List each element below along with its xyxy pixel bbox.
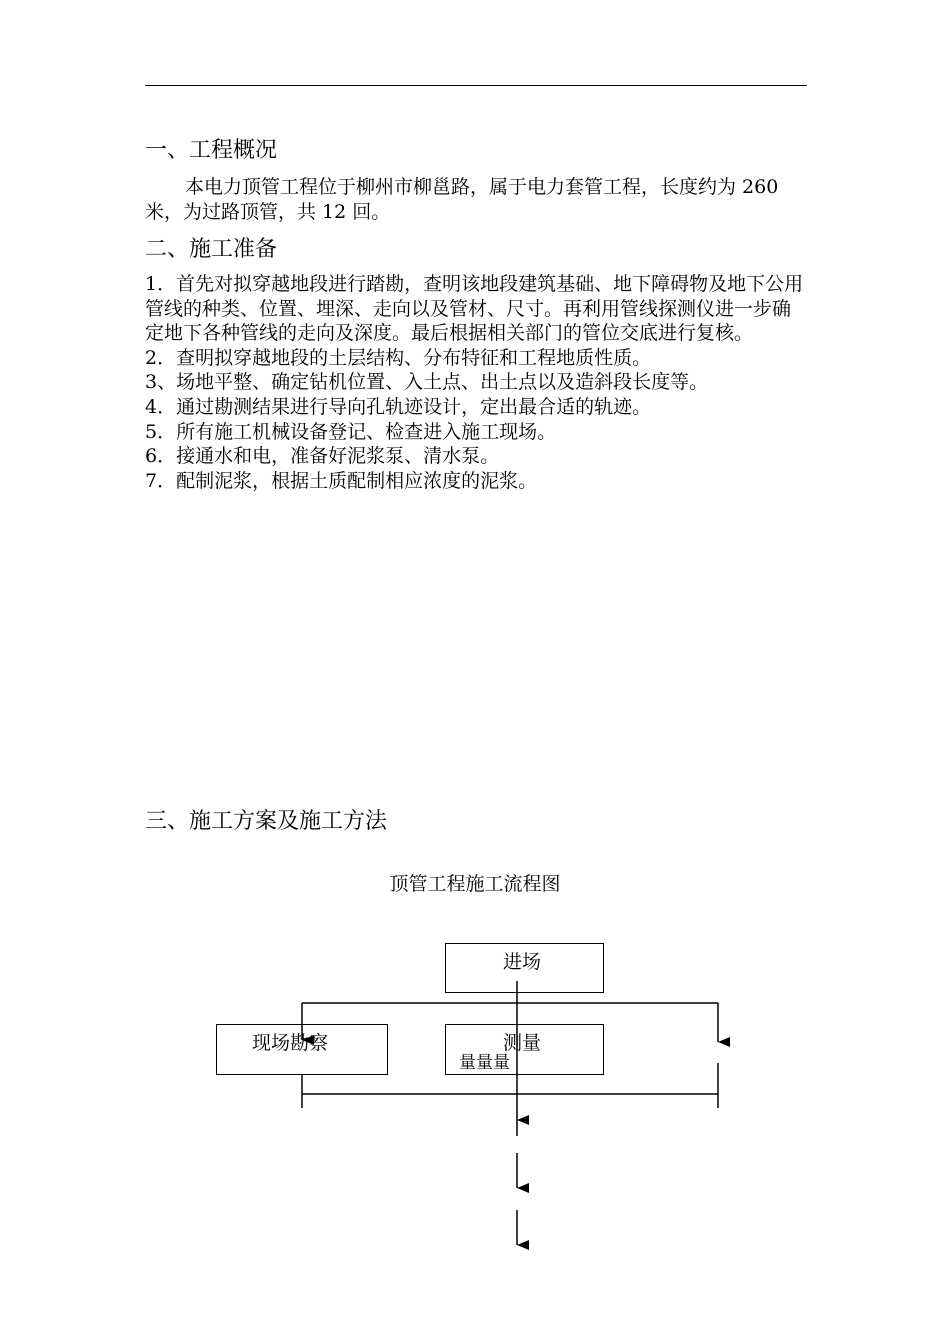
header-rule <box>145 85 807 86</box>
section-1-heading: 一、工程概况 <box>145 138 278 163</box>
list-item: 1．首先对拟穿越地段进行踏勘，查明该地段建筑基础、地下障碍物及地下公用管线的种类、位置、埋深、走向以及管材、尺寸。再利用管线探测仪进一步确定地下各种管线的走向及深度。最后根据相关部门的管位交底进行复核。 <box>145 273 804 345</box>
list-item: 4．通过勘测结果进行导向孔轨迹设计，定出最合适的轨迹。 <box>145 395 652 418</box>
flow-box-measure-label: 测量 <box>503 1032 542 1054</box>
flow-box-site-survey-label: 现场勘察 <box>252 1032 329 1054</box>
section-2-heading: 二、施工准备 <box>145 237 278 262</box>
list-item: 2．查明拟穿越地段的土层结构、分布特征和工程地质性质。 <box>145 346 652 369</box>
list-item: 7．配制泥浆，根据土质配制相应浓度的泥浆。 <box>145 469 538 492</box>
flow-box-measure-overlay-text: 量量量 <box>459 1053 510 1073</box>
preparation-list <box>145 272 807 493</box>
list-item: 6．接通水和电，准备好泥浆泵、清水泵。 <box>145 445 500 468</box>
list-item: 5．所有施工机械设备登记、检查进入施工现场。 <box>145 420 557 443</box>
flow-box-entry-label: 进场 <box>503 951 542 973</box>
section-1-paragraph: 本电力顶管工程位于柳州市柳邕路，属于电力套管工程，长度约为 260 米，为过路顶管，共 12 回。 <box>145 176 779 223</box>
section-3-heading: 三、施工方案及施工方法 <box>145 809 388 834</box>
flowchart-title: 顶管工程施工流程图 <box>389 873 561 895</box>
list-item: 3、场地平整、确定钻机位置、入土点、出土点以及造斜段长度等。 <box>145 371 709 394</box>
